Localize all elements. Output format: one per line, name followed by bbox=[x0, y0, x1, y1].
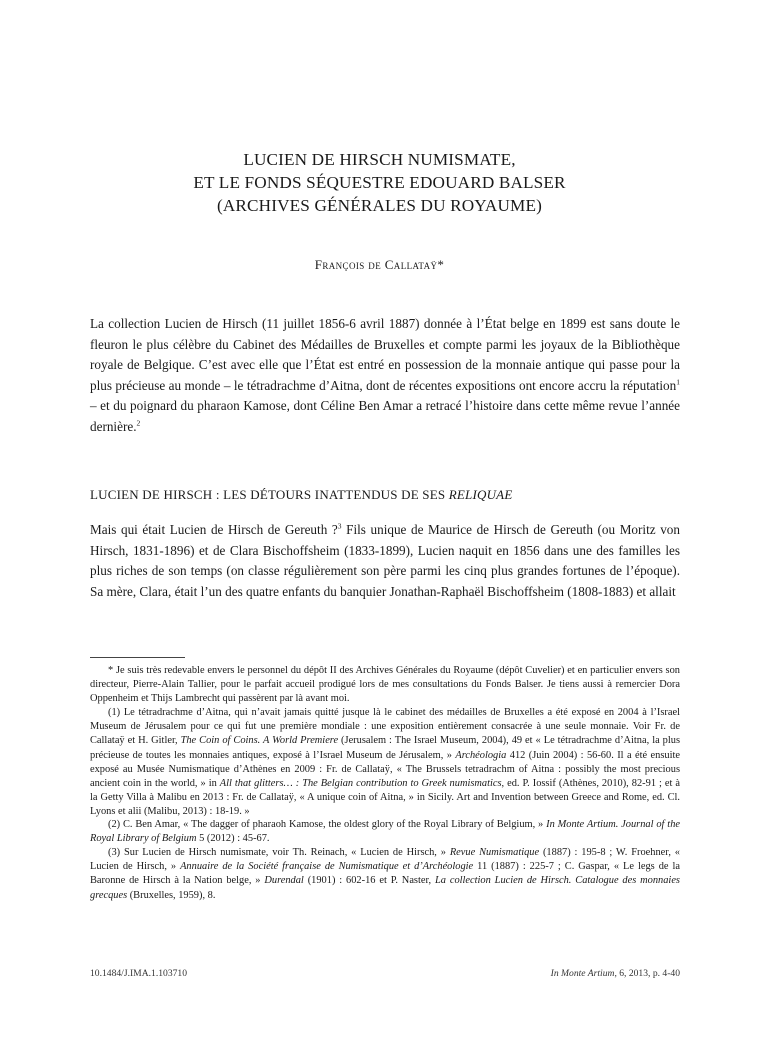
fn1-title-b: Archéologia bbox=[455, 749, 507, 761]
intro-text: La collection Lucien de Hirsch (11 juillet 1856-6 avril 1887) donnée à l’État belge en 1899 est sans doute le fleuron le plus célèbre du Cabinet des Médailles de Bruxelles et compte parmi les joyaux de la Bibliothèque royale de Belgique. C’est avec elle que l’État est entré en possession de la monnaie antique qui passe pour la plus précieuse au monde – le tétradrachme d’Aitna, dont de récentes expositions ont encore accru la réputation bbox=[90, 316, 680, 393]
footnote-ref-2[interactable]: 2 bbox=[136, 418, 141, 428]
citation-footer bbox=[551, 968, 680, 979]
doi-footer: 10.1484/J.IMA.1.103710 bbox=[90, 968, 188, 979]
body-text-start: Mais qui était Lucien de Hirsch de Gereuth ? bbox=[90, 522, 338, 537]
fn3-title-a: Revue Numismatique bbox=[449, 847, 540, 858]
footnote-2 bbox=[90, 818, 680, 846]
title-line-2: ET LE FONDS SÉQUESTRE EDOUARD BALSER bbox=[193, 173, 566, 192]
fn1-text-a: (1) Le tétradrachme d’Aitna, qui n’avait jamais quitté jusque là le cabinet des médailles de Bruxelles a été exposé en 2004 à l’Israel Museum de Jérusalem pour ce qui fut une première mondiale : une exposition entièrement consacrée à une seule monnaie. Voir Fr. de Callataÿ et H. Gitler, bbox=[90, 707, 680, 747]
footnote-separator bbox=[90, 657, 185, 658]
fn3-title-d: La collection Lucien de Hirsch. Catalogue des monnaies grecques bbox=[90, 875, 680, 901]
footnote-ref-1[interactable]: 1 bbox=[676, 377, 680, 387]
fn1-text-d: , ed. P. Iossif (Athènes, 2010), 82-91 ; et à la Getty Villa à Malibu en 2013 : Fr. de Callataÿ, « A unique coin of Aitna, » in Sicily. Art and Invention between Greece and Rome, ed. Cl. Lyons et alii (Malibu, 2013) : 18-19. » bbox=[90, 778, 681, 818]
title-line-1: LUCIEN DE HIRSCH NUMISMATE, bbox=[243, 150, 516, 169]
footnote-3 bbox=[90, 846, 680, 903]
fn1-title-a: The Coin of Coins. A World Premiere bbox=[180, 735, 339, 747]
fn1-text-c: 412 (Juin 2004) : 56-60. Il a été ensuite exposé au Musée Numismatique d’Athènes en 2009 : Fr. de Callataÿ, « The Brussels tetradrachm of Aitna : possibly the most precious ancient coin in the world, » in bbox=[90, 749, 680, 790]
section-heading bbox=[90, 487, 680, 503]
author-name: François de Callataÿ* bbox=[314, 257, 445, 272]
intro-text-cont: – et du poignard du pharaon Kamose, dont Céline Ben Amar a retracé l’histoire dans cette même revue l’année dernière. bbox=[90, 398, 680, 434]
journal-name: In Monte Artium bbox=[550, 968, 615, 979]
fn2-text-b: 5 (2012) : 45-67. bbox=[196, 833, 270, 845]
fn3-text-d: (1901) : 602-16 et P. Naster, bbox=[303, 875, 435, 887]
fn3-text-a: (3) Sur Lucien de Hirsch numismate, voir Th. Reinach, « Lucien de Hirsch, » bbox=[108, 847, 450, 858]
fn2-text-a: (2) C. Ben Amar, « The dagger of pharaoh Kamose, the oldest glory of the Royal Library of Belgium, » bbox=[108, 819, 547, 830]
fn1-title-c: All that glitters… : The Belgian contribution to Greek numismatics bbox=[219, 778, 502, 790]
fn3-text-c: 11 (1887) : 225-7 ; C. Gaspar, « Le legs de la Baronne de Hirsch à la Nation belge, » bbox=[90, 861, 680, 887]
body-paragraph bbox=[90, 520, 680, 602]
citation-details: , 6, 2013, p. 4-40 bbox=[614, 968, 680, 979]
section-heading-text: LUCIEN DE HIRSCH : LES DÉTOURS INATTENDUS DE SES bbox=[90, 487, 449, 502]
section-heading-italic: RELIQUAE bbox=[448, 487, 513, 502]
footnote-1 bbox=[90, 706, 680, 820]
fn1-text-b: (Jerusalem : The Israel Museum, 2004), 49 et « Le tétradrachme d’Aitna, la plus précieuse de toutes les monnaies antiques, exposé à l’Israel Museum de Jérusalem, » bbox=[90, 735, 680, 761]
intro-paragraph bbox=[90, 314, 680, 438]
body-text-rest: Fils unique de Maurice de Hirsch de Gereuth (ou Moritz von Hirsch, 1831-1896) et de Clara Bischoffsheim (1833-1899), Lucien naquit en 1856 dans une des familles les plus riches de son temps (on classe régulièrement son père parmi les cinq plus grandes fortunes de l’époque). Sa mère, Clara, était l’un des quatre enfants du banquier Jonathan-Raphaël Bischoffsheim (1808-1883) et allait bbox=[90, 522, 680, 599]
footnote-ref-3[interactable]: 3 bbox=[337, 521, 342, 531]
article-title bbox=[60, 148, 699, 217]
fn3-text-b: (1887) : 195-8 ; W. Froehner, « Lucien de Hirsch, » bbox=[90, 847, 680, 873]
footnote-star: * Je suis très redevable envers le personnel du dépôt II des Archives Générales du Royaume (dépôt Cuvelier) et en particulier envers son directeur, Pierre-Alain Tallier, pour le parfait accueil prodigué lors de mes consultations du Fonds Balser. Je tiens aussi à remercier Dora Oppenheim et Thijs Lambrecht qui passèrent par là avant moi. bbox=[90, 665, 680, 705]
title-line-3: (ARCHIVES GÉNÉRALES DU ROYAUME) bbox=[216, 196, 542, 215]
fn3-title-c: Durendal bbox=[264, 875, 304, 887]
fn3-title-b: Annuaire de la Société française de Numismatique et d’Archéologie bbox=[180, 861, 474, 873]
fn2-title: In Monte Artium. Journal of the Royal Library of Belgium bbox=[90, 819, 680, 845]
fn3-text-e: (Bruxelles, 1959), 8. bbox=[127, 889, 216, 901]
